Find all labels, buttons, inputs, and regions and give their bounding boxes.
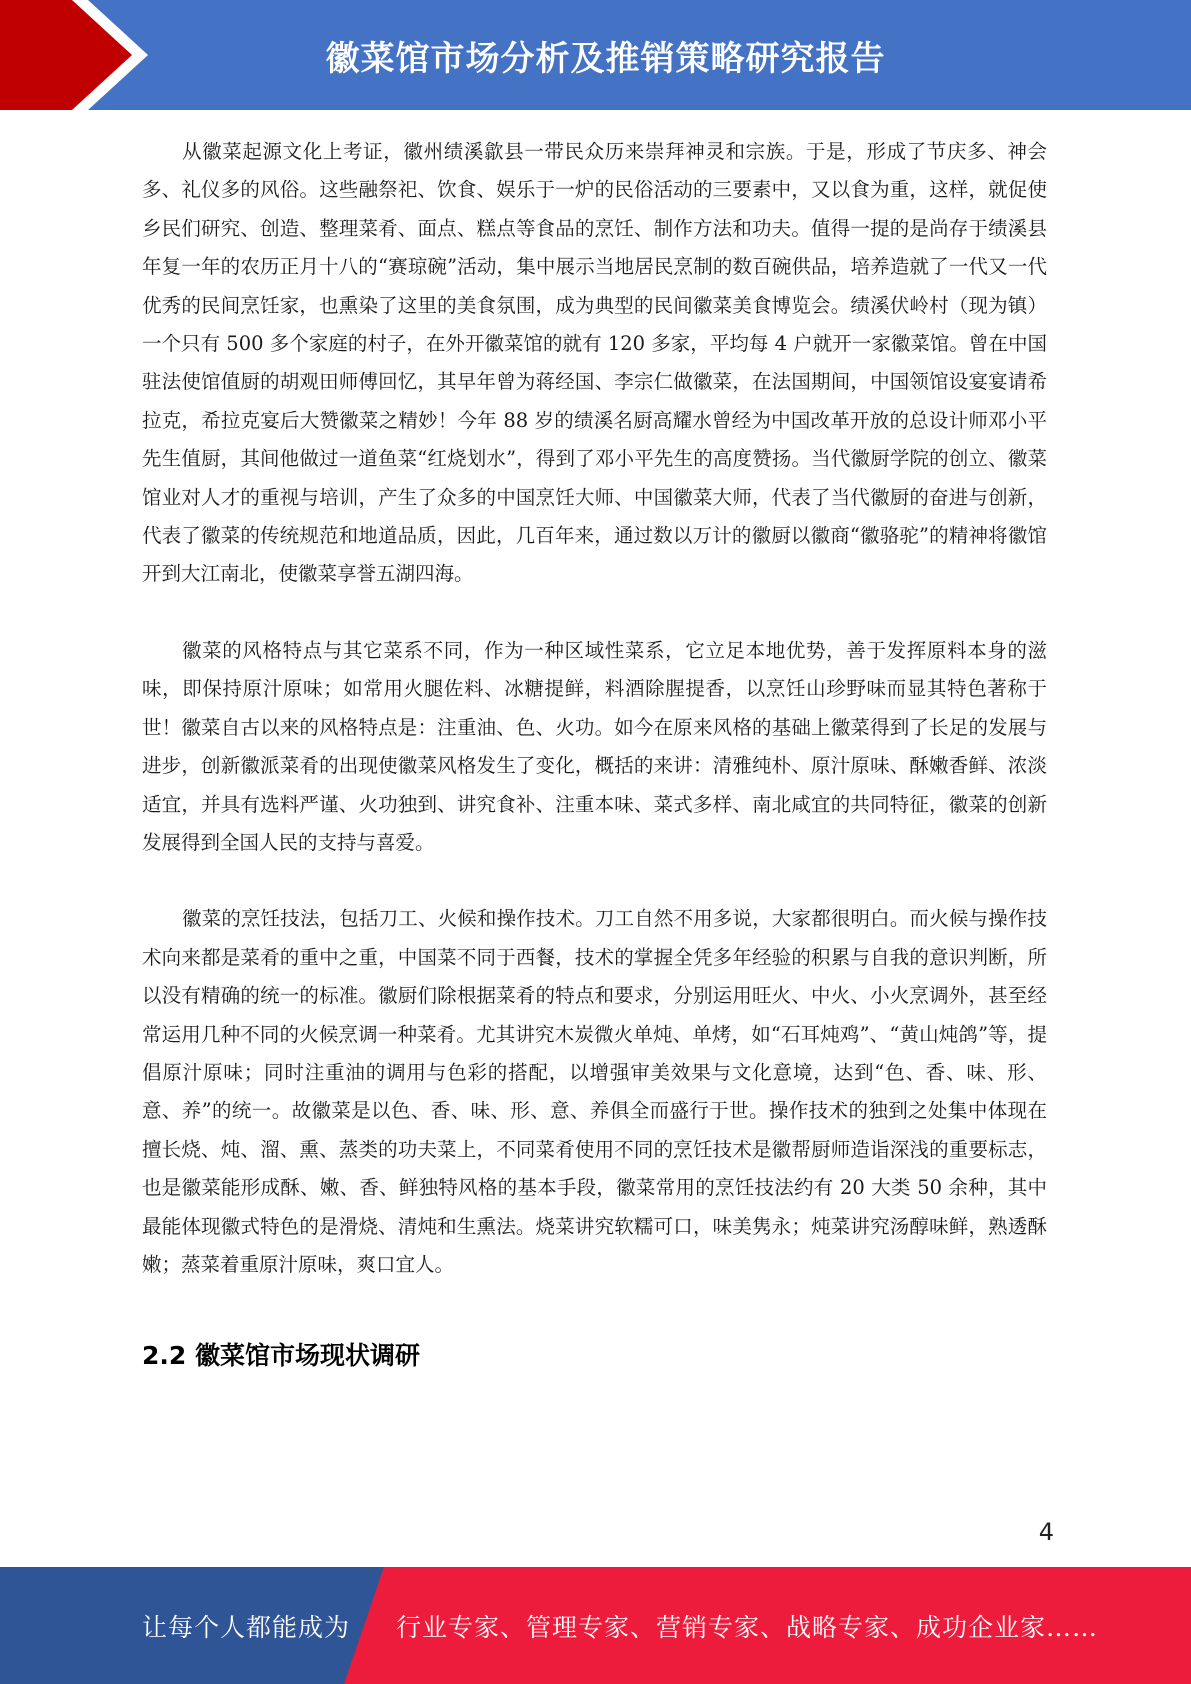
section-heading: 2.2 徽菜馆市场现状调研 [142,1341,420,1371]
header-band [0,0,1191,110]
page-number: 4 [1038,1518,1054,1546]
footer-band [0,1567,1191,1684]
paragraph-cooking-techniques: 徽菜的烹饪技法，包括刀工、火候和操作技术。刀工自然不用多说，大家都很明白。而火候与操作技术向来都是菜肴的重中之重，中国菜不同于西餐，技术的掌握全凭多年经验的积累与自我的意识判断，所以没有精确的统一的标准。徽厨们除根据菜肴的特点和要求，分别运用旺火、中火、小火烹调外，甚至经常运用几种不同的火候烹调一种菜肴。尤其讲究木炭微火单炖、单烤，如“石耳炖鸡”、“黄山炖鸽”等，提倡原汁原味；同时注重油的调用与色彩的搭配，以增强审美效果与文化意境，达到“色、香、味、形、意、养”的统一。故徽菜是以色、香、味、形、意、养俱全而盛行于世。操作技术的独到之处集中体现在擅长烧、炖、溜、熏、蒸类的功夫菜上，不同菜肴使用不同的烹饪技术是徽帮厨师造诣深浅的重要标志，也是徽菜能形成酥、嫩、香、鲜独特风格的基本手段，徽菜常用的烹饪技法约有 20 大类 50 余种，其中最能体现徽式特色的是滑烧、清炖和生熏法。烧菜讲究软糯可口，味美隽永；炖菜讲究汤醇味鲜，熟透酥嫩；蒸菜着重原汁原味，爽口宜人。 [142,907,1047,1276]
paragraph-style-features: 徽菜的风格特点与其它菜系不同，作为一种区域性菜系，它立足本地优势，善于发挥原料本身的滋味，即保持原汁原味；如常用火腿佐料、冰糖提鲜，料酒除腥提香，以烹饪山珍野味而显其特色著称于世！徽菜自古以来的风格特点是：注重油、色、火功。如今在原来风格的基础上徽菜得到了长足的发展与进步，创新徽派菜肴的出现使徽菜风格发生了变化，概括的来讲：清雅纯朴、原汁原味、酥嫩香鲜、浓淡适宜，并具有选料严谨、火功独到、讲究食补、注重本味、菜式多样、南北咸宜的共同特征，徽菜的创新发展得到全国人民的支持与喜爱。 [142,638,1047,854]
document-body [142,133,1047,1376]
paragraph-origin-culture: 从徽菜起源文化上考证，徽州绩溪歙县一带民众历来崇拜神灵和宗族。于是，形成了节庆多、神会多、礼仪多的风俗。这些融祭祀、饮食、娱乐于一炉的民俗活动的三要素中，又以食为重，这样，就促使乡民们研究、创造、整理菜肴、面点、糕点等食品的烹饪、制作方法和功夫。值得一提的是尚存于绩溪县年复一年的农历正月十八的“赛琼碗”活动，集中展示当地居民烹制的数百碗供品，培养造就了一代又一代优秀的民间烹饪家，也熏染了这里的美食氛围，成为典型的民间徽菜美食博览会。绩溪伏岭村（现为镇）一个只有 500 多个家庭的村子，在外开徽菜馆的就有 120 多家，平均每 4 户就开一家徽菜馆。曾在中国驻法使馆值厨的胡观田师傅回忆，其早年曾为蒋经国、李宗仁做徽菜，在法国期间，中国领馆设宴宴请希拉克，希拉克宴后大赞徽菜之精妙！今年 88 岁的绩溪名厨高耀水曾经为中国改革开放的总设计师邓小平先生值厨，其间他做过一道鱼菜“红烧划水”，得到了邓小平先生的高度赞扬。当代徽厨学院的创立、徽菜馆业对人才的重视与培训，产生了众多的中国烹饪大师、中国徽菜大师，代表了当代徽厨的奋进与创新，代表了徽菜的传统规范和地道品质，因此，几百年来，通过数以万计的徽厨以徽商“徽骆驼”的精神将徽馆开到大江南北，使徽菜享誉五湖四海。 [142,140,1047,586]
footer-slogan-right: 行业专家、管理专家、营销专家、战略专家、成功企业家…… [396,1612,1099,1642]
footer-slogan-left: 让每个人都能成为 [142,1612,351,1642]
report-title: 徽菜馆市场分析及推销策略研究报告 [325,38,886,79]
